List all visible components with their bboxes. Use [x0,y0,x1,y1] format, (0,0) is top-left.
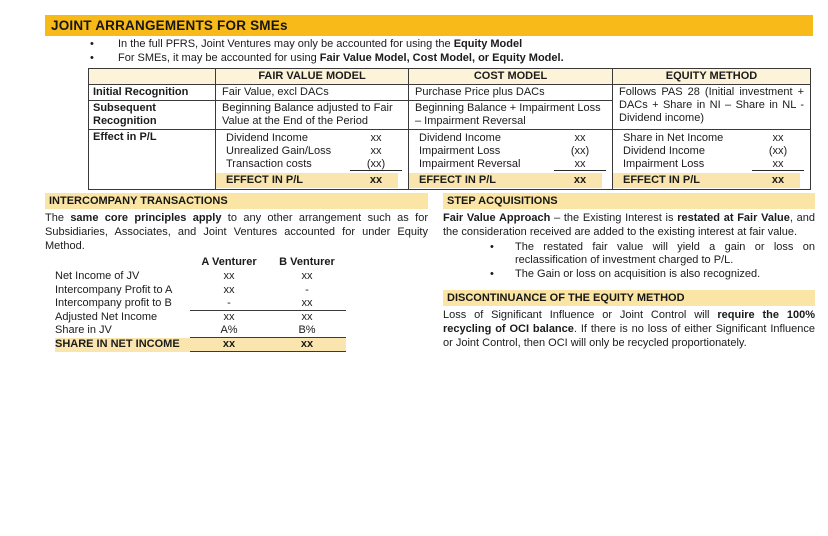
venturer-col-header-b: B Venturer [279,256,335,269]
table-header-fair-value-model: FAIR VALUE MODEL [216,69,409,85]
bullet-icon [490,268,515,282]
intro-bullet-list [90,37,750,65]
step-acquisitions-paragraph: Fair Value Approach – the Existing Interest is restated at Fair Value, and the consideration received are added to the existing interest at fair value. [443,212,815,238]
initial-cost-cell: Purchase Price plus DACs [409,85,613,101]
bullet-icon [90,37,118,51]
effect-equity-cell [613,130,811,190]
discontinuance-heading: DISCONTINUANCE OF THE EQUITY METHOD [443,290,815,306]
effect-line: Dividend Income xx [419,132,586,144]
venturer-row-label: Adjusted Net Income [55,310,158,323]
venturer-value-a: - [190,297,268,311]
effect-line: Impairment Loss (xx) [419,145,590,157]
table-header-cost-model: COST MODEL [409,69,613,85]
venturer-col-header-a: A Venturer [201,256,257,269]
discontinuance-paragraph: Loss of Significant Influence or Joint Control will require the 100% recycling of OCI balance. If there is no loss of either Significant Influence or Joint Control, then OCI will only be recycled proportionately. [443,308,815,349]
venturer-row-label: Share in JV [55,324,112,337]
subsequent-cost-cell: Beginning Balance + Impairment Loss – Impairment Reversal [409,101,613,130]
venturer-value-a: A% [190,324,268,338]
initial-fair-value-cell: Fair Value, excl DACs [216,85,409,101]
venturer-value-b: xx [268,297,346,311]
right-column [443,193,815,350]
step-acquisitions-heading: STEP ACQUISITIONS [443,193,815,209]
intro-bullet-text: For SMEs, it may be accounted for using Fair Value Model, Cost Model, or Equity Model. [118,52,564,64]
venturer-value-b: - [305,283,309,296]
venturer-row-label: Intercompany profit to B [55,297,172,310]
row-label-subsequent-recognition: Subsequent Recognition [89,101,216,130]
intercompany-section [45,193,428,352]
equity-method-note-cell: Follows PAS 28 (Initial investment + DACs + Share in NI – Share in NL - Dividend income) [613,85,811,130]
venturer-table [55,256,346,351]
intercompany-heading: INTERCOMPANY TRANSACTIONS [45,193,428,209]
venturer-value-b: xx [301,310,313,323]
effect-total-row: EFFECT IN P/L xx [613,173,800,188]
table-header-blank [89,69,216,85]
venturer-total-a: xx [190,338,268,352]
effect-line: Dividend Income (xx) [623,145,788,157]
table-row-effect-in-pl [89,130,811,190]
effect-line: Unrealized Gain/Loss xx [226,145,382,157]
table-header-equity-method: EQUITY METHOD [613,69,811,85]
intro-bullet [90,51,750,65]
venturer-row-label: Net Income of JV [55,269,140,282]
effect-line: Transaction costs (xx) [216,158,408,171]
venturer-value-a: xx [223,310,235,323]
venturer-total-label: SHARE IN NET INCOME [55,338,190,352]
step-bullet [443,241,815,269]
models-comparison-table [88,68,811,190]
intro-bullet [90,37,750,51]
effect-line: Impairment Reversal xx [409,158,612,171]
intercompany-paragraph: The same core principles apply to any other arrangement such as for Subsidiaries, Associates, and Joint Ventures accounted for under Equity Method. [45,212,428,252]
venturer-value-a: xx [223,283,235,296]
intro-bullet-text: In the full PFRS, Joint Ventures may only be accounted for using the Equity Model [118,38,523,50]
effect-fair-value-cell [216,130,409,190]
bullet-icon [490,241,515,269]
venturer-value-b: B% [268,324,346,338]
venturer-table-corner [55,256,190,270]
subsequent-fair-value-cell: Beginning Balance adjusted to Fair Value at the End of the Period [216,101,409,130]
effect-cost-cell [409,130,613,190]
effect-total-row: EFFECT IN P/L xx [216,173,398,188]
row-label-effect-in-pl: Effect in P/L [89,130,216,190]
step-bullet [443,268,815,282]
venturer-total-b: xx [268,338,346,352]
effect-total-row: EFFECT IN P/L xx [409,173,602,188]
page-title: JOINT ARRANGEMENTS FOR SMEs [45,15,813,36]
effect-line: Impairment Loss xx [613,158,810,171]
effect-line: Share in Net Income xx [623,132,784,144]
bullet-icon [90,51,118,65]
table-row-initial-recognition [89,85,811,101]
row-label-initial-recognition: Initial Recognition [89,85,216,101]
table-header-row [89,69,811,85]
venturer-value-b: xx [301,269,313,282]
venturer-value-a: xx [223,269,235,282]
step-bullet-text: The Gain or loss on acquisition is also recognized. [515,268,761,281]
venturer-row-label: Intercompany Profit to A [55,283,173,296]
step-bullet-text: The restated fair value will yield a gain or loss on reclassification of investment charged to P/L. [515,240,815,267]
step-acquisitions-bullet-list [443,241,815,282]
effect-line: Dividend Income xx [226,132,382,144]
